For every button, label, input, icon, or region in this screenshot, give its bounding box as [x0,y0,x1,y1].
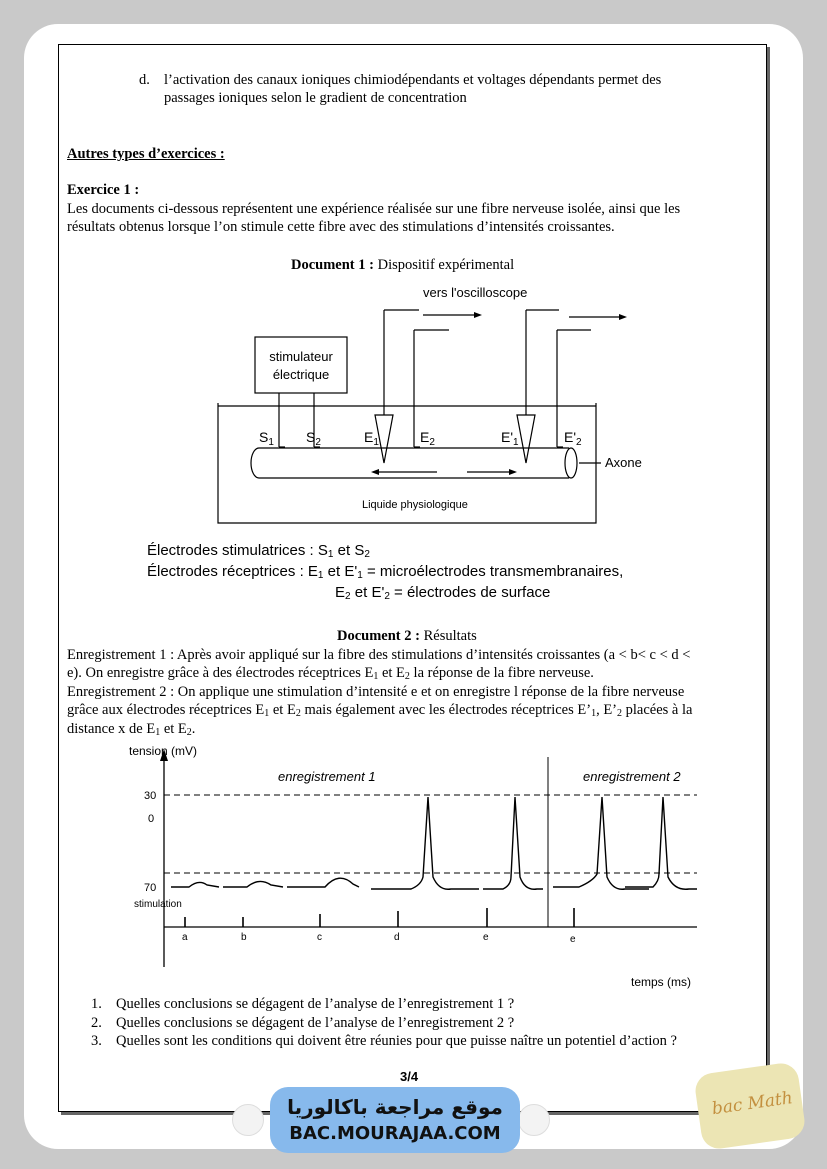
exercise-title: Exercice 1 : [67,182,140,198]
item-d-letter: d. [139,72,150,88]
stimulator-label-2: électrique [272,367,330,382]
footer-banner[interactable] [270,1087,520,1153]
doc2-p2-line1: Enregistrement 2 : On applique une stimulation d’intensité e et on enregistre l réponse de la fibre nerveuse [67,684,685,700]
axon-end [565,448,577,478]
stim-label-e-2: e [570,934,576,945]
y-tick-30: 30 [144,790,157,802]
exercise-intro-1: Les documents ci-dessous représentent une expérience réalisée sur une fibre nerveuse isolée, ainsi que les [67,201,681,217]
stimulation-label: stimulation [134,899,182,910]
y-axis-label: tension (mV) [129,744,198,758]
response-d-action-potential [371,797,479,889]
stimulator-box [255,337,347,393]
stim-label-d: d [394,932,400,943]
doc1-legend [147,541,623,602]
e1prime-microelectrode [517,415,535,463]
liquid-label: Liquide physiologique [362,499,468,511]
legend-receptrices-2: $E_2$ et $E'_2$ = électrodes de surface [335,584,551,602]
label-e1: $E_1$ [364,429,379,448]
stim-label-e-1: e [483,932,489,943]
response-e-action-potential [483,797,543,889]
doc2-label: Document 2 : [337,628,420,644]
label-e2prime: $E'_2$ [564,429,582,448]
left-logo-icon [232,1104,264,1136]
y-tick-70: 70 [144,882,157,894]
doc1-title: Dispositif expérimental [373,257,515,273]
page-number: 3/4 [400,1069,419,1084]
label-s1: $S_1$ [259,429,274,448]
doc1-label: Document 1 : [291,257,374,273]
response-c [287,878,359,887]
x-axis-label: temps (ms) [631,975,691,989]
label-e2: $E_2$ [420,429,435,448]
response-a [171,882,219,887]
bacmath-badge: bac Math [693,1061,807,1151]
stimulator-label-1: stimulateur [269,349,333,364]
axon-body [251,448,569,478]
right-logo-icon [518,1104,550,1136]
item-d-line2: passages ioniques selon le gradient de concentration [164,90,467,106]
doc1-heading [291,256,514,274]
question-1: 1. Quelles conclusions se dégagent de l’analyse de l’enregistrement 1 ? [91,996,515,1012]
oscillo-label: vers l'oscilloscope [423,285,528,300]
legend-receptrices-1: Électrodes réceptrices : $E_1$ et $E'_1$ = microélectrodes transmembranaires, [147,563,624,581]
footer-arabic-text: موقع مراجعة باكالوريا [287,1095,503,1119]
results-chart [59,739,766,999]
question-3: 3. Quelles sont les conditions qui doivent être réunies pour que puisse naître un potentiel d’action ? [91,1033,677,1049]
label-enregistrement-2: enregistrement 2 [583,769,681,784]
label-enregistrement-1: enregistrement 1 [278,769,376,784]
doc2-p1-line2: e). On enregistre grâce à des électrodes réceptrices $E_1$ et $E_2$ la réponse de la fibre nerveuse. [67,665,594,682]
label-e1prime: $E'_1$ [501,429,519,448]
label-s2: $S_2$ [306,429,321,448]
rec2-e1prime-action-potential [625,797,697,889]
stim-label-a: a [182,932,188,943]
section-title: Autres types d’exercices : [67,146,225,162]
axon-label: Axone [605,455,642,470]
stim-label-c: c [317,932,322,943]
rec2-e1-action-potential [553,797,649,889]
legend-stimulatrices: Électrodes stimulatrices : $S_1$ et $S_2$ [147,542,370,560]
question-2: 2. Quelles conclusions se dégagent de l’analyse de l’enregistrement 2 ? [91,1015,515,1031]
footer-url-link[interactable]: BAC.MOURAJAA.COM [289,1123,501,1144]
item-d-line1: l’activation des canaux ioniques chimiodépendants et voltages dépendants permet des [164,72,662,88]
doc2-p2-line3: distance x de $E_1$ et $E_2$. [67,721,196,738]
doc2-title: Résultats [419,628,477,644]
doc2-p1-line1: Enregistrement 1 : Après avoir appliqué sur la fibre des stimulations d’intensités croissantes (a < b< c < d < [67,647,691,663]
doc2-heading [337,627,477,645]
doc1-diagram [59,275,766,535]
exercise-intro-2: résultats obtenus lorsque l’on stimule cette fibre avec des stimulations d’intensités croissantes. [67,219,615,235]
response-b [223,881,283,887]
y-tick-0: 0 [148,813,155,825]
doc2-p2-line2: grâce aux électrodes réceptrices $E_1$ et $E_2$ mais également avec les électrodes réceptrices $E’_1$, $E’_2$ placées à la [67,702,693,719]
stim-label-b: b [241,932,247,943]
document-frame [58,44,767,1112]
